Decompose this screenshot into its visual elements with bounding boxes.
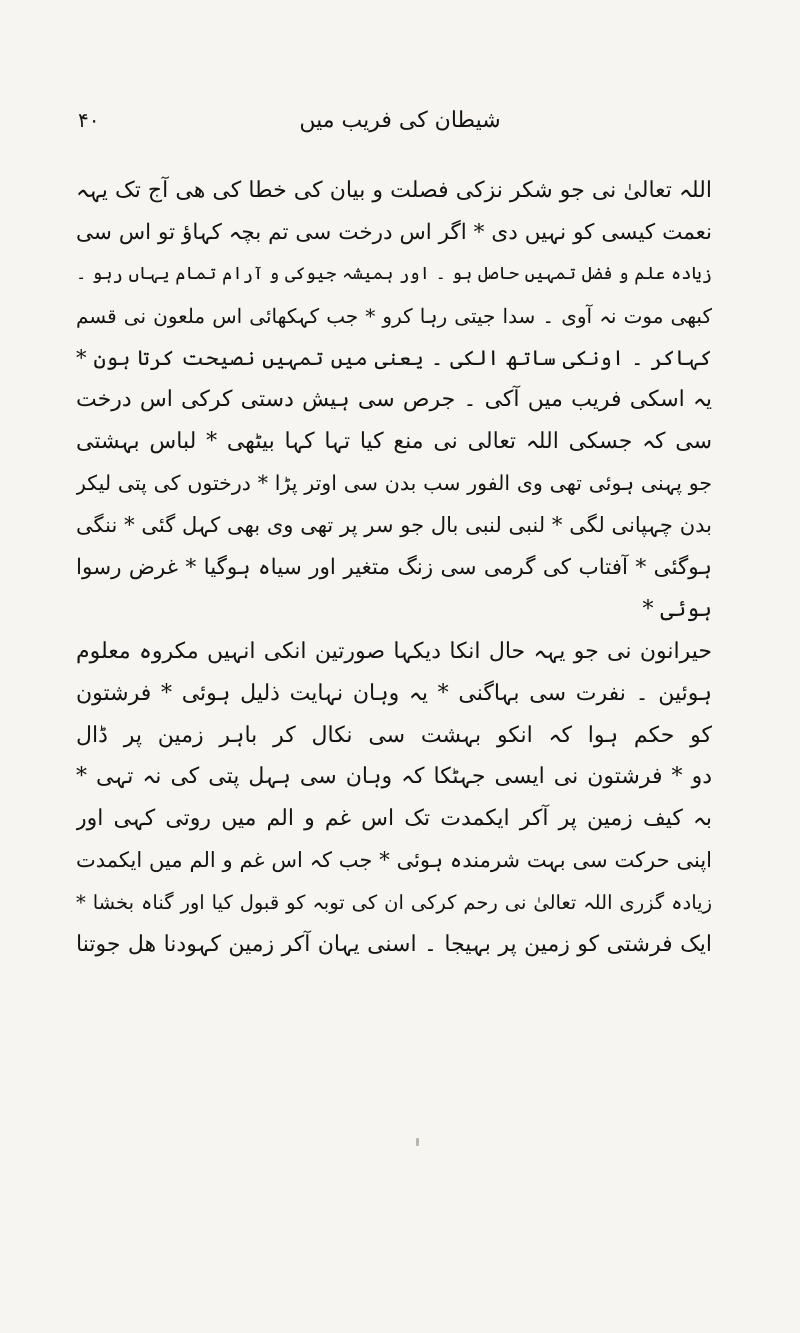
text-line: ہوئین ۔ نفرت سی بہاگنی * یہ وہان نہایت ذلیل ہوئی * فرشتون xyxy=(76,680,712,706)
text-line: کہاکر ۔ اونکی ساتھ الکی ۔ یعنی میں تمہیں نصیحت کرتا ہون * xyxy=(76,345,712,370)
text-line: بہ کیف زمین پر آکر ایکمدت تک اس غم و الم میں روتی کہی اور xyxy=(76,806,712,832)
text-line: ہوگئی * آفتاب کی گرمی سی زنگ متغیر اور سیاہ ہوگیا * غرض رسوا xyxy=(76,555,712,581)
text-line: یہ اسکی فریب میں آکی ۔ جرص سی ہیش دستی کرکی اس درخت xyxy=(76,387,712,413)
text-line: حیرانون نی جو یہہ حال انکا دیکہا صورتین انکی انہیں مکروہ معلوم xyxy=(76,638,712,664)
text-line: ہوئی * xyxy=(642,596,712,622)
scan-mark xyxy=(416,1138,419,1146)
body-text xyxy=(76,170,712,966)
text-line: دو * فرشتون نی ایسی جہٹکا کہ وہان سی ہہل پتی کی نہ تہی * xyxy=(76,764,712,790)
text-line: جو پہنی ہوئی تھی وی الفور سب بدن سی اوتر پڑا * درختوں کی پتی لیکر xyxy=(76,471,712,496)
text-line: سی کہ جسکی اللہ تعالی نی منع کیا تہا کہا بیٹھی * لباس بہشتی xyxy=(76,429,712,455)
page-number: ۴۰ xyxy=(78,108,100,132)
page-header xyxy=(0,108,800,152)
running-title: شیطان کی فریب میں xyxy=(299,108,501,133)
text-line: ایک فرشتی کو زمین پر بہیجا ۔ اسنی یہان آکر زمین کہودنا ھل جوتنا xyxy=(76,932,712,958)
text-line: زیادہ علم و فضل تمہیں حاصل ہو ۔ اور ہمیشہ جیوکی و آرام تمام یہاں رہو ۔ xyxy=(76,263,712,284)
text-line: نعمت کیسی کو نہیں دی * اگر اس درخت سی تم بچہ کہاؤ تو اس سی xyxy=(76,219,712,245)
text-line: اللہ تعالیٰ نی جو شکر نزکی فصلت و بیان کی خطا کی ھی آج تک یہہ xyxy=(76,178,712,203)
text-line: زیادہ گزری اللہ تعالیٰ نی رحم کرکی ان کی توبہ کو قبول کیا اور گناہ بخشا * xyxy=(76,891,712,915)
text-line: کبھی موت نہ آوی ۔ سدا جیتی رہا کرو * جب کہکھائی اس ملعون نی قسم xyxy=(76,303,712,328)
text-line: کو حکم ہوا کہ انکو بہشت سی نکال کر باہر زمین پر ڈال xyxy=(76,722,712,748)
text-line: اپنی حرکت سی بہت شرمندہ ہوئی * جب کہ اس غم و الم میں ایکمدت xyxy=(76,848,712,873)
text-line: بدن چہپانی لگی * لنبی لنبی بال جو سر پر تھی وی بھی کہل گئی * ننگی xyxy=(76,513,712,538)
